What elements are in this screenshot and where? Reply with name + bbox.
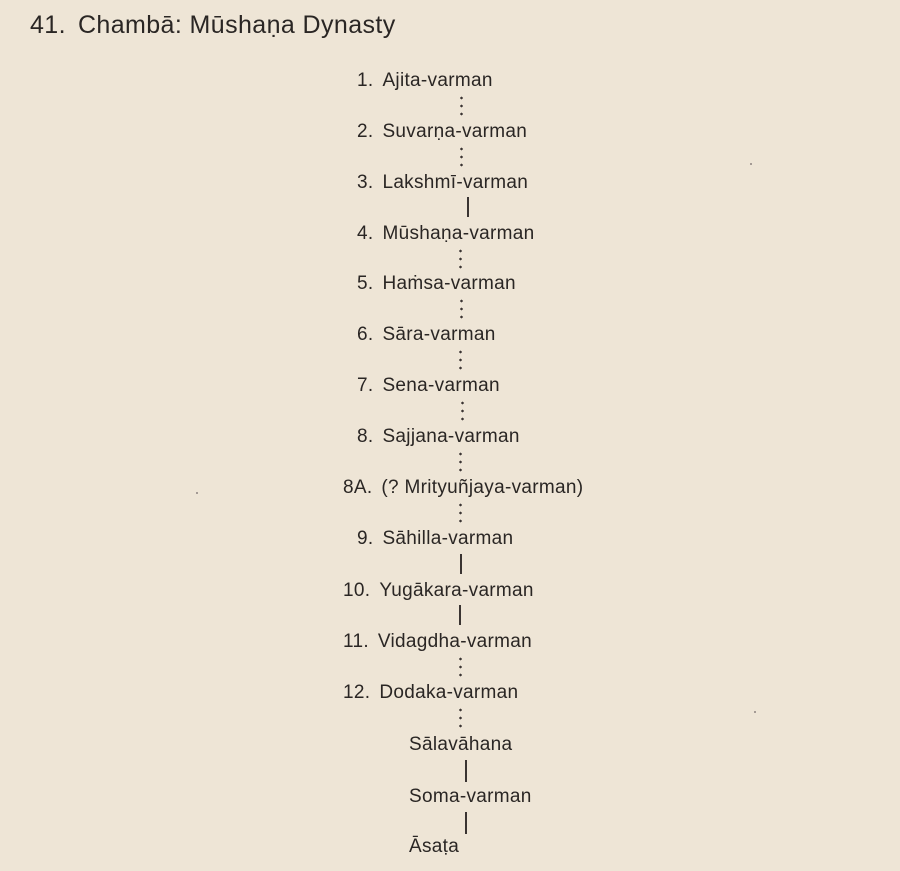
ruler-1 <box>357 70 493 92</box>
ruler-number: 6. <box>357 324 374 345</box>
ruler-name: Dodaka-varman <box>379 682 519 703</box>
ruler-number: 8. <box>357 426 374 447</box>
ruler-soma-varman <box>409 786 532 808</box>
page-title <box>30 11 396 40</box>
paper-speck <box>196 492 198 494</box>
ruler-number: 10. <box>343 580 371 601</box>
ruler-number: 2. <box>357 121 374 142</box>
ruler-number: 9. <box>357 528 374 549</box>
ruler-number: 7. <box>357 375 374 396</box>
dotted-connector <box>459 450 462 476</box>
ruler-number: 11. <box>343 631 369 652</box>
ruler-name: Āsaṭa <box>409 836 460 857</box>
ruler-name: Sāra-varman <box>382 324 496 345</box>
solid-connector <box>465 760 467 782</box>
ruler-name: Vidagdha-varman <box>377 631 533 652</box>
ruler-name: Haṁsa-varman <box>382 273 516 294</box>
ruler-7 <box>357 375 500 397</box>
dotted-connector <box>459 706 462 732</box>
solid-connector <box>459 605 461 625</box>
dotted-connector <box>459 348 462 374</box>
ruler-11 <box>343 631 532 653</box>
ruler-3 <box>357 172 528 194</box>
ruler-asata <box>409 836 459 858</box>
ruler-number: 4. <box>357 223 374 244</box>
ruler-name: Lakshmī-varman <box>382 172 529 193</box>
title-number: 41. <box>30 11 66 39</box>
ruler-8a <box>343 477 583 499</box>
ruler-number: 1. <box>357 70 374 91</box>
dotted-connector <box>461 399 464 425</box>
paper-speck <box>750 163 752 165</box>
ruler-name: Sena-varman <box>382 375 500 396</box>
ruler-name: (? Mrityuñjaya-varman) <box>381 477 584 498</box>
ruler-12 <box>343 682 518 704</box>
ruler-name: Ajita-varman <box>382 70 493 91</box>
ruler-name: Sāhilla-varman <box>382 528 514 549</box>
ruler-number: 8A. <box>343 477 373 498</box>
dotted-connector <box>460 94 463 120</box>
dotted-connector <box>459 655 462 681</box>
dotted-connector <box>460 297 463 323</box>
ruler-name: Mūshaṇa-varman <box>382 223 535 244</box>
ruler-4 <box>357 223 535 245</box>
ruler-name: Soma-varman <box>409 786 532 807</box>
dotted-connector <box>460 145 463 171</box>
ruler-number: 12. <box>343 682 371 703</box>
ruler-5 <box>357 273 516 295</box>
paper-speck <box>754 711 756 713</box>
solid-connector <box>467 197 469 217</box>
title-text: Chambā: Mūshaṇa Dynasty <box>77 11 396 39</box>
solid-connector <box>460 554 462 574</box>
ruler-number: 3. <box>357 172 374 193</box>
ruler-name: Sālavāhana <box>409 734 513 755</box>
ruler-6 <box>357 324 496 346</box>
dotted-connector <box>459 501 462 527</box>
ruler-name: Yugākara-varman <box>379 580 534 601</box>
ruler-9 <box>357 528 513 550</box>
ruler-name: Suvarṇa-varman <box>382 121 528 142</box>
ruler-8 <box>357 426 520 448</box>
ruler-salavahana <box>409 734 512 756</box>
ruler-2 <box>357 121 527 143</box>
ruler-number: 5. <box>357 273 374 294</box>
solid-connector <box>465 812 467 834</box>
ruler-10 <box>343 580 534 602</box>
ruler-name: Sajjana-varman <box>382 426 520 447</box>
dotted-connector <box>459 247 462 273</box>
